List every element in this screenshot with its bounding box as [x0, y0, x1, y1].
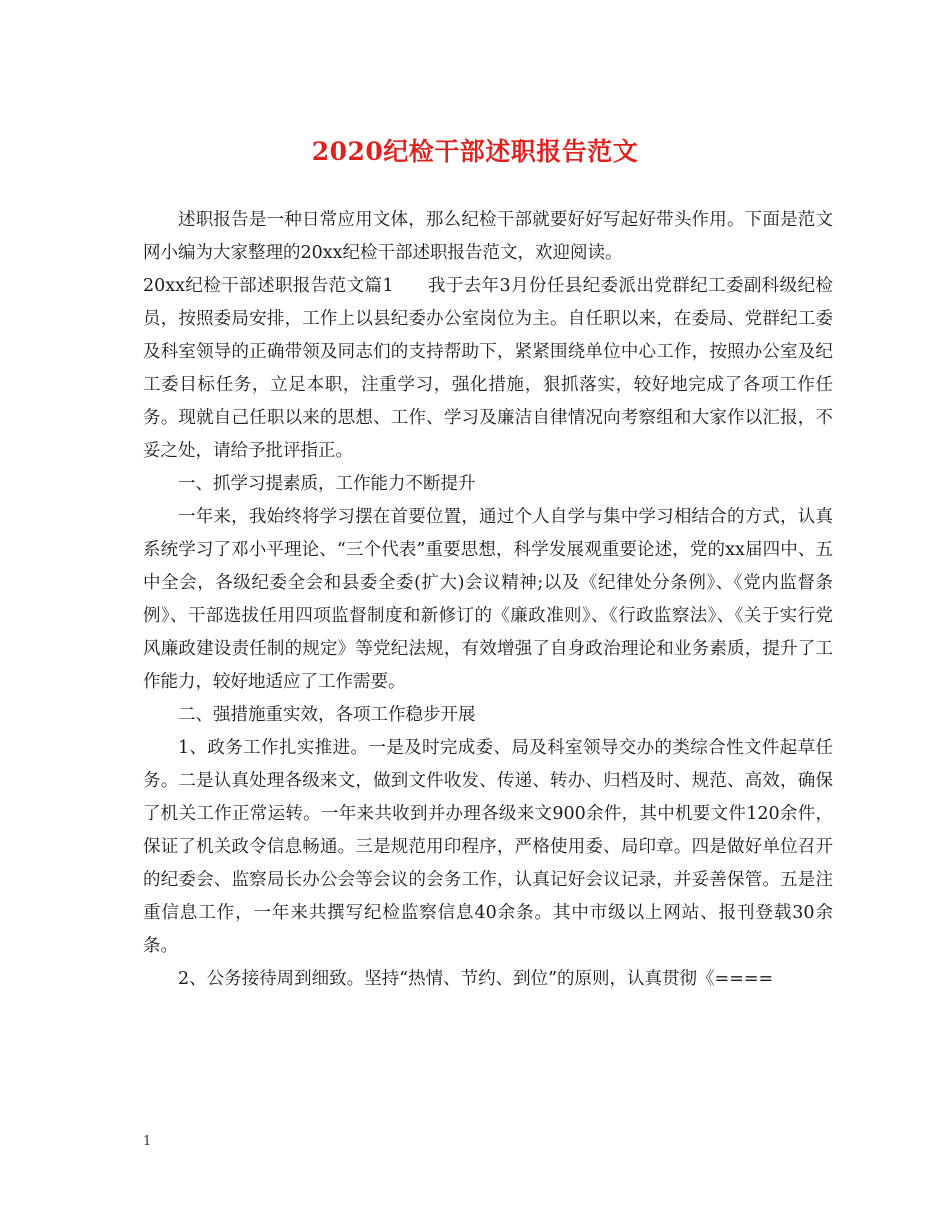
section-paragraph: [143, 270, 833, 468]
study-paragraph: 一年来，我始终将学习摆在首要位置，通过个人自学与集中学习相结合的方式，认真系统学习了邓小平理论、“三个代表”重要思想，科学发展观重要论述，党的xx届四中、五中全会，各级纪委全会和县委全委(扩大)会议精神;以及《纪律处分条例》、《党内监督条例》、干部选拔任用四项监督制度和新修订的《廉政准则》、《行政监察法》、《关于实行党风廉政建设责任制的规定》等党纪法规，有效增强了自身政治理论和业务素质，提升了工作能力，较好地适应了工作需要。: [143, 507, 833, 692]
document-body: [143, 204, 833, 996]
article-heading: 20xx纪检干部述职报告范文篇1: [143, 276, 394, 296]
intro-paragraph: 述职报告是一种日常应用文体，那么纪检干部就要好好写起好带头作用。下面是范文网小编为大家整理的20xx纪检干部述职报告范文，欢迎阅读。: [143, 210, 833, 263]
heading-1: 一、抓学习提素质，工作能力不断提升: [178, 474, 476, 494]
admin-work-paragraph: 1、政务工作扎实推进。一是及时完成委、局及科室领导交办的类综合性文件起草任务。二是认真处理各级来文，做到文件收发、传递、转办、归档及时、规范、高效，确保了机关工作正常运转。一年来共收到并办理各级来文900余件，其中机要文件120余件，保证了机关政令信息畅通。三是规范用印程序，严格使用委、局印章。四是做好单位召开的纪委会、监察局长办公会等会议的会务工作，认真记好会议记录，并妥善保管。五是注重信息工作，一年来共撰写纪检监察信息40余条。其中市级以上网站、报刊登载30余条。: [143, 738, 833, 956]
page-number: 1: [143, 1134, 152, 1149]
document-title: 2020纪检干部述职报告范文: [311, 137, 639, 166]
heading-2: 二、强措施重实效，各项工作稳步开展: [178, 705, 476, 725]
article-opening: 我于去年3月份任县纪委派出党群纪工委副科级纪检员，按照委局安排，工作上以县纪委办公室岗位为主。自任职以来，在委局、党群纪工委及科室领导的正确带领及同志们的支持帮助下，紧紧围绕单位中心工作，按照办公室及纪工委目标任务，立足本职，注重学习，强化措施，狠抓落实，较好地完成了各项工作任务。现就自己任职以来的思想、工作、学习及廉洁自律情况向考察组和大家作以汇报，不妥之处，请给予批评指正。: [143, 276, 833, 461]
reception-paragraph: 2、公务接待周到细致。坚持“热情、节约、到位”的原则，认真贯彻《====: [178, 969, 774, 989]
